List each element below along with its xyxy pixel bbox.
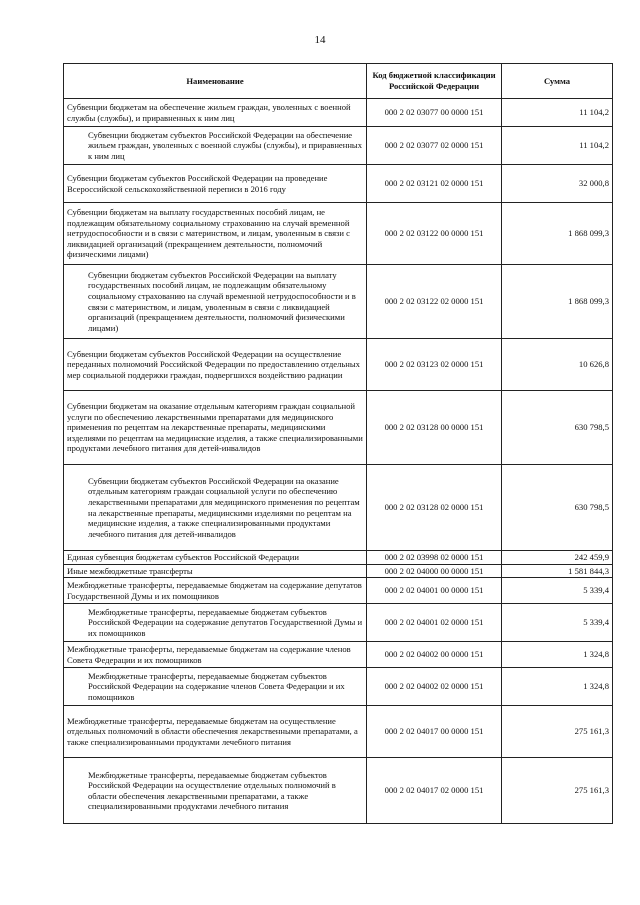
table-header-row: [64, 64, 613, 99]
row-name: Межбюджетные трансферты, передаваемые бюджетам субъектов Российской Федерации на осуществление отдельных полномочий в области обеспечения лекарственными препаратами, а также специализированными продуктами лечебного питания: [64, 758, 367, 824]
row-code: 000 2 02 04002 02 0000 151: [367, 668, 502, 706]
row-name: Субвенции бюджетам субъектов Российской Федерации на осуществление переданных полномочий Российской Федерации по предоставлению отдельных мер социальной поддержки граждан, подвергшихся воздействию радиации: [64, 339, 367, 391]
row-sum: 242 459,9: [502, 551, 613, 565]
row-code: 000 2 02 04001 00 0000 151: [367, 578, 502, 604]
row-name: Субвенции бюджетам субъектов Российской Федерации на обеспечение жильем граждан, уволенных с военной службы (службы), и приравненных к ним лиц: [64, 127, 367, 165]
row-code: 000 2 02 04001 02 0000 151: [367, 604, 502, 642]
row-name: Субвенции бюджетам субъектов Российской Федерации на оказание отдельным категориям граждан социальной услуги по обеспечению лекарственными препаратами для медицинского применения по рецептам на лекарственные препараты, медицинскими изделиями по рецептам на медицинские изделия, а также специализированными продуктами лечебного питания для детей-инвалидов: [64, 465, 367, 551]
header-name: Наименование: [64, 64, 367, 99]
row-name: Межбюджетные трансферты, передаваемые бюджетам на осуществление отдельных полномочий в области обеспечения лекарственными препаратами, а также специализированными продуктами лечебного питания: [64, 706, 367, 758]
row-sum: 1 868 099,3: [502, 203, 613, 265]
row-code: 000 2 02 03122 02 0000 151: [367, 265, 502, 339]
row-name: Субвенции бюджетам на выплату государственных пособий лицам, не подлежащим обязательному социальному страхованию на случай временной нетрудоспособности и в связи с материнством, и лицам, уволенным в связи с ликвидацией организаций (прекращением деятельности, полномочий физическими лицами): [64, 203, 367, 265]
row-code: 000 2 02 04017 00 0000 151: [367, 706, 502, 758]
table-row: [64, 465, 613, 551]
row-sum: 11 104,2: [502, 127, 613, 165]
table-row: [64, 604, 613, 642]
row-code: 000 2 02 03122 00 0000 151: [367, 203, 502, 265]
row-code: 000 2 02 03077 00 0000 151: [367, 99, 502, 127]
budget-table: [63, 63, 613, 824]
row-sum: 1 868 099,3: [502, 265, 613, 339]
row-sum: 630 798,5: [502, 465, 613, 551]
row-code: 000 2 02 03998 02 0000 151: [367, 551, 502, 565]
table-row: [64, 668, 613, 706]
row-sum: 1 581 844,3: [502, 564, 613, 578]
row-name: Субвенции бюджетам на обеспечение жильем граждан, уволенных с военной службы (службы), и приравненных к ним лиц: [64, 99, 367, 127]
row-code: 000 2 02 03077 02 0000 151: [367, 127, 502, 165]
row-sum: 275 161,3: [502, 758, 613, 824]
row-name: Иные межбюджетные трансферты: [64, 564, 367, 578]
row-name: Субвенции бюджетам субъектов Российской Федерации на выплату государственных пособий лицам, не подлежащим обязательному социальному страхованию на случай временной нетрудоспособности и в связи с материнством, и лицам, уволенным в связи с ликвидацией организаций (прекращением деятельности, полномочий физическими лицами): [64, 265, 367, 339]
row-code: 000 2 02 03128 00 0000 151: [367, 391, 502, 465]
table-row: [64, 127, 613, 165]
row-name: Межбюджетные трансферты, передаваемые бюджетам субъектов Российской Федерации на содержание членов Совета Федерации и их помощников: [64, 668, 367, 706]
row-sum: 630 798,5: [502, 391, 613, 465]
row-code: 000 2 02 03121 02 0000 151: [367, 165, 502, 203]
table-row: [64, 758, 613, 824]
row-name: Субвенции бюджетам субъектов Российской Федерации на проведение Всероссийской сельскохозяйственной переписи в 2016 году: [64, 165, 367, 203]
row-sum: 32 000,8: [502, 165, 613, 203]
table-row: [64, 706, 613, 758]
row-sum: 5 339,4: [502, 604, 613, 642]
table-row: [64, 564, 613, 578]
row-sum: 11 104,2: [502, 99, 613, 127]
row-code: 000 2 02 03128 02 0000 151: [367, 465, 502, 551]
table-row: [64, 642, 613, 668]
row-sum: 10 626,8: [502, 339, 613, 391]
table-row: [64, 391, 613, 465]
row-sum: 1 324,8: [502, 642, 613, 668]
row-sum: 1 324,8: [502, 668, 613, 706]
row-code: 000 2 02 03123 02 0000 151: [367, 339, 502, 391]
row-name: Межбюджетные трансферты, передаваемые бюджетам на содержание членов Совета Федерации и их помощников: [64, 642, 367, 668]
table-row: [64, 551, 613, 565]
row-name: Единая субвенция бюджетам субъектов Российской Федерации: [64, 551, 367, 565]
header-sum: Сумма: [502, 64, 613, 99]
table-row: [64, 339, 613, 391]
row-sum: 5 339,4: [502, 578, 613, 604]
row-code: 000 2 02 04000 00 0000 151: [367, 564, 502, 578]
table-row: [64, 265, 613, 339]
row-name: Межбюджетные трансферты, передаваемые бюджетам на содержание депутатов Государственной Думы и их помощников: [64, 578, 367, 604]
page-number: 14: [314, 34, 326, 46]
row-name: Межбюджетные трансферты, передаваемые бюджетам субъектов Российской Федерации на содержание депутатов Государственной Думы и их помощников: [64, 604, 367, 642]
row-code: 000 2 02 04017 02 0000 151: [367, 758, 502, 824]
header-code: Код бюджетной классификации Российской Федерации: [367, 64, 502, 99]
row-code: 000 2 02 04002 00 0000 151: [367, 642, 502, 668]
table-row: [64, 165, 613, 203]
table-row: [64, 99, 613, 127]
row-sum: 275 161,3: [502, 706, 613, 758]
table-row: [64, 203, 613, 265]
table-row: [64, 578, 613, 604]
row-name: Субвенции бюджетам на оказание отдельным категориям граждан социальной услуги по обеспечению лекарственными препаратами для медицинского применения по рецептам на лекарственные препараты, медицинскими изделиями по рецептам на медицинские изделия, а также специализированными продуктами лечебного питания для детей-инвалидов: [64, 391, 367, 465]
